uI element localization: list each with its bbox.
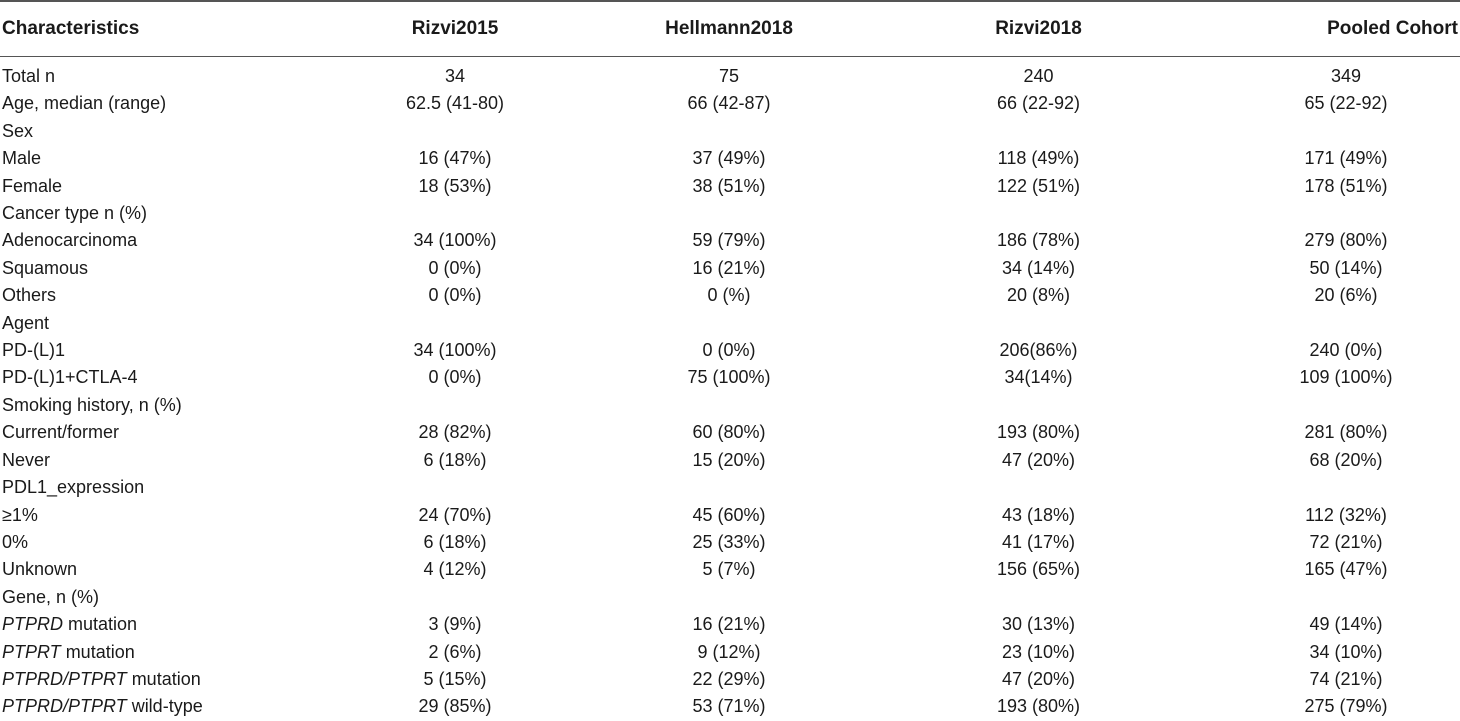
- table-cell: 165 (47%): [1304, 559, 1388, 580]
- row-label: PD-(L)1+CTLA-4: [2, 367, 138, 388]
- table-cell: 75 (100%): [687, 367, 771, 388]
- row-label: [0, 639, 335, 666]
- table-row: [0, 118, 1460, 145]
- table-row: [0, 392, 1460, 419]
- table-cell: 3 (9%): [428, 614, 482, 635]
- table-cell: 65 (22-92): [1304, 93, 1388, 114]
- table-body: [0, 57, 1460, 721]
- table-row: [0, 145, 1460, 172]
- table-cell: 23 (10%): [1001, 641, 1076, 662]
- table-cell: 24 (70%): [418, 504, 492, 525]
- table-cell: 34(14%): [1004, 367, 1073, 388]
- table-cell: 18 (53%): [418, 175, 492, 196]
- table-row: [0, 255, 1460, 282]
- table-cell: 6 (18%): [423, 531, 487, 552]
- row-label: [0, 611, 335, 638]
- table-cell: [883, 392, 1194, 419]
- table-cell: 30 (13%): [1001, 614, 1076, 635]
- row-label-suffix: mutation: [126, 668, 201, 689]
- table-cell: [1194, 310, 1460, 337]
- table-cell: 37 (49%): [692, 148, 766, 169]
- table-cell: 16 (21%): [692, 614, 766, 635]
- row-label-suffix: mutation: [60, 641, 135, 662]
- row-label: Cancer type n (%): [2, 203, 148, 224]
- table-cell: 59 (79%): [692, 230, 766, 251]
- gene-name: PTPRT: [2, 641, 61, 662]
- table-cell: 4 (12%): [423, 559, 487, 580]
- table-cell: 75: [718, 66, 740, 86]
- row-label: Current/former: [2, 422, 120, 443]
- row-label: 0%: [2, 531, 29, 552]
- table-cell: 193 (80%): [996, 696, 1081, 717]
- table-cell: 34 (10%): [1309, 641, 1383, 662]
- column-header: Rizvi2018: [883, 1, 1194, 57]
- table-cell: 0 (0%): [702, 340, 756, 361]
- table-cell: 178 (51%): [1304, 175, 1388, 196]
- table-cell: [1194, 118, 1460, 145]
- row-label: [0, 693, 335, 720]
- table-cell: 240 (0%): [1309, 340, 1383, 361]
- table-cell: 109 (100%): [1299, 367, 1393, 388]
- table-cell: 118 (49%): [997, 148, 1080, 169]
- table-header: [0, 1, 1460, 57]
- table-cell: 5 (15%): [423, 668, 487, 689]
- table-cell: 66 (42-87): [687, 93, 771, 114]
- row-label: Smoking history, n (%): [2, 394, 182, 415]
- table-row: [0, 282, 1460, 309]
- table-row: [0, 90, 1460, 117]
- table-row: [0, 502, 1460, 529]
- table-cell: 20 (8%): [1006, 285, 1071, 306]
- row-label: ≥1%: [2, 504, 38, 525]
- table-cell: [575, 584, 883, 611]
- table-row: [0, 529, 1460, 556]
- table-cell: 275 (79%): [1304, 696, 1388, 717]
- table-row: [0, 447, 1460, 474]
- table-cell: 49 (14%): [1309, 614, 1383, 635]
- table-cell: 240: [1023, 66, 1054, 86]
- table-cell: 0 (0%): [428, 367, 482, 388]
- table-row: [0, 227, 1460, 254]
- row-label: Age, median (range): [2, 93, 167, 114]
- table-cell: 186 (78%): [996, 230, 1081, 251]
- column-header: Hellmann2018: [575, 1, 883, 57]
- table-cell: 62.5 (41-80): [405, 93, 505, 114]
- table-cell: [335, 310, 575, 337]
- gene-name: PTPRD/PTPRT: [2, 668, 127, 689]
- table-cell: 171 (49%): [1304, 148, 1388, 169]
- table-cell: 0 (0%): [428, 285, 482, 306]
- row-label: Female: [2, 175, 63, 196]
- table-cell: 25 (33%): [692, 531, 766, 552]
- table-cell: [335, 474, 575, 501]
- table-row: [0, 666, 1460, 693]
- table-cell: 156 (65%): [996, 559, 1081, 580]
- table-cell: 6 (18%): [423, 449, 487, 470]
- table-cell: 34 (100%): [413, 230, 497, 251]
- row-label: Squamous: [2, 257, 89, 278]
- table-cell: 0 (0%): [428, 257, 482, 278]
- table-cell: 15 (20%): [692, 449, 766, 470]
- table-cell: 53 (71%): [692, 696, 766, 717]
- column-header: Rizvi2015: [335, 1, 575, 57]
- table-row: [0, 611, 1460, 638]
- row-label: Agent: [2, 312, 50, 333]
- column-header: Characteristics: [0, 1, 335, 57]
- table-cell: 5 (7%): [702, 559, 756, 580]
- table-cell: 22 (29%): [692, 668, 766, 689]
- table-row: [0, 556, 1460, 583]
- table-cell: 206(86%): [999, 340, 1078, 361]
- table-cell: [883, 474, 1194, 501]
- table-row: [0, 63, 1460, 90]
- table-cell: 41 (17%): [1001, 531, 1076, 552]
- table-cell: 20 (6%): [1314, 285, 1378, 306]
- header-row: [0, 1, 1460, 57]
- table-row: [0, 364, 1460, 391]
- gene-name: PTPRD: [2, 614, 64, 635]
- table-cell: [883, 584, 1194, 611]
- table-cell: 9 (12%): [697, 641, 761, 662]
- table-row: [0, 693, 1460, 720]
- table-cell: 38 (51%): [692, 175, 766, 196]
- table-cell: 122 (51%): [996, 175, 1081, 196]
- row-label: Gene, n (%): [2, 586, 100, 607]
- table-cell: [335, 118, 575, 145]
- row-label: PDL1_expression: [2, 477, 145, 498]
- table-cell: 281 (80%): [1304, 422, 1388, 443]
- table-cell: [1194, 200, 1460, 227]
- table-cell: 68 (20%): [1309, 449, 1383, 470]
- table-row: [0, 584, 1460, 611]
- table-cell: [1194, 474, 1460, 501]
- row-label: Never: [2, 449, 51, 470]
- gene-name: PTPRD/PTPRT: [2, 696, 127, 717]
- table-cell: 16 (47%): [418, 148, 492, 169]
- table-cell: 66 (22-92): [996, 93, 1081, 114]
- table-cell: [1194, 392, 1460, 419]
- table-cell: 50 (14%): [1309, 257, 1383, 278]
- row-label: Total n: [2, 66, 56, 86]
- table-row: [0, 639, 1460, 666]
- table-cell: 43 (18%): [1001, 504, 1076, 525]
- table-cell: [335, 584, 575, 611]
- table-cell: [575, 474, 883, 501]
- table-row: [0, 337, 1460, 364]
- table-row: [0, 310, 1460, 337]
- table-cell: [575, 200, 883, 227]
- table-cell: 349: [1330, 66, 1362, 86]
- table-cell: 60 (80%): [692, 422, 766, 443]
- table-cell: 16 (21%): [692, 257, 766, 278]
- table-cell: 34 (14%): [1001, 257, 1076, 278]
- table-cell: 193 (80%): [996, 422, 1081, 443]
- row-label: [0, 666, 335, 693]
- table-cell: [1194, 584, 1460, 611]
- table-row: [0, 200, 1460, 227]
- row-label: Male: [2, 148, 42, 169]
- table-cell: 47 (20%): [1001, 668, 1076, 689]
- table-cell: [883, 310, 1194, 337]
- table-cell: 72 (21%): [1309, 531, 1383, 552]
- table-cell: 47 (20%): [1001, 449, 1076, 470]
- table-cell: [335, 200, 575, 227]
- row-label: Others: [2, 285, 57, 306]
- table-cell: 45 (60%): [692, 504, 766, 525]
- table-cell: 112 (32%): [1305, 504, 1387, 525]
- row-label: PD-(L)1: [2, 340, 66, 361]
- table-cell: [575, 392, 883, 419]
- row-label-suffix: mutation: [63, 614, 138, 635]
- table-row: [0, 474, 1460, 501]
- table-cell: 34: [444, 66, 466, 86]
- row-label: Sex: [2, 120, 34, 141]
- table-cell: 2 (6%): [428, 641, 482, 662]
- table-cell: [575, 118, 883, 145]
- table-row: [0, 173, 1460, 200]
- table-cell: 28 (82%): [418, 422, 492, 443]
- table-cell: 74 (21%): [1309, 668, 1383, 689]
- table-cell: 0 (%): [707, 285, 751, 306]
- table-cell: [335, 392, 575, 419]
- row-label: Unknown: [2, 559, 78, 580]
- table-cell: [575, 310, 883, 337]
- column-header: Pooled Cohort: [1194, 1, 1460, 57]
- table-cell: 29 (85%): [418, 696, 492, 717]
- row-label: Adenocarcinoma: [2, 230, 138, 251]
- row-label-suffix: wild-type: [126, 696, 203, 717]
- table-cell: [883, 200, 1194, 227]
- table-cell: 279 (80%): [1304, 230, 1388, 251]
- table-cell: [883, 118, 1194, 145]
- table-row: [0, 419, 1460, 446]
- table-cell: 34 (100%): [413, 340, 497, 361]
